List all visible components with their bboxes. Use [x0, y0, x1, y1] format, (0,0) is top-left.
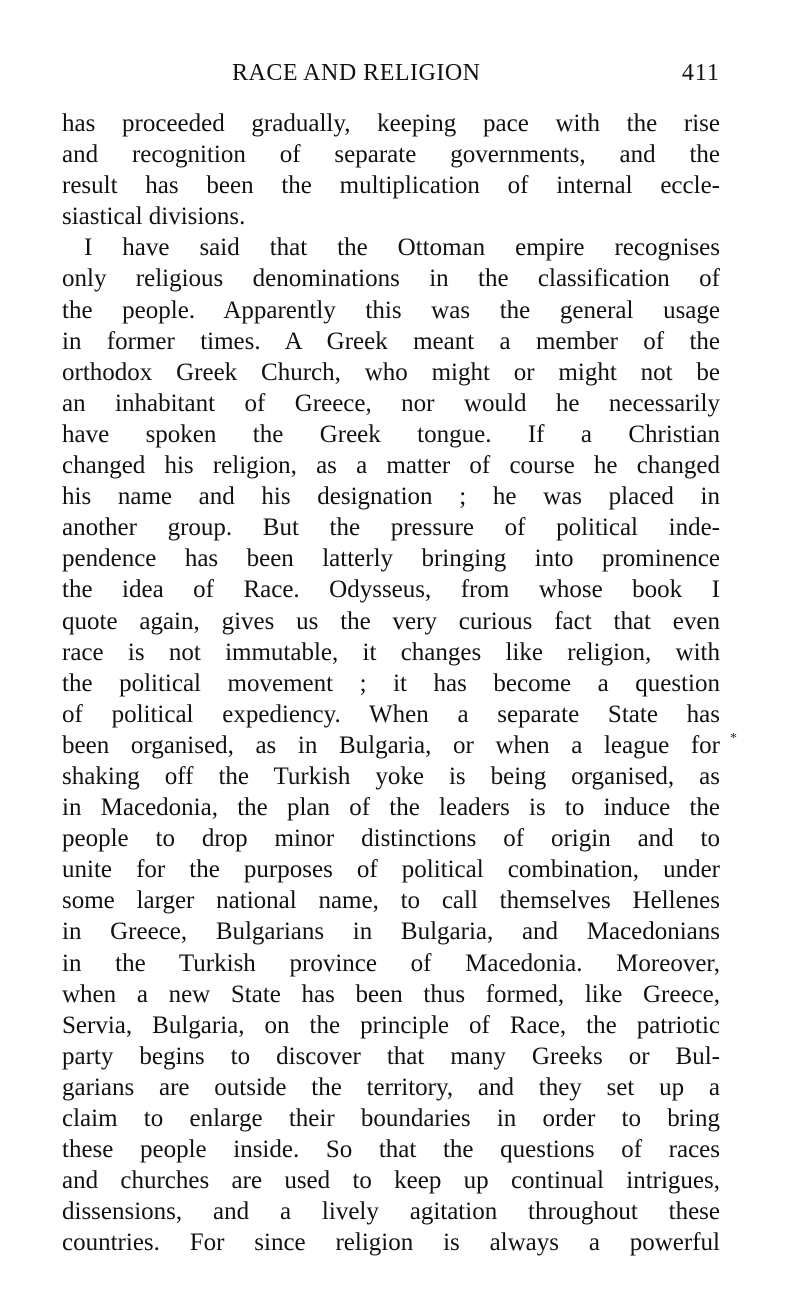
text-line: countries. For since religion is always a powerful — [62, 1229, 720, 1257]
text-line: orthodox Greek Church, who might or might not be — [62, 358, 720, 386]
paragraph — [62, 108, 720, 232]
text-line: in Macedonia, the plan of the leaders is to induce the — [62, 794, 720, 822]
text-line: Servia, Bulgaria, on the principle of Race, the patriotic — [62, 1011, 720, 1039]
text-line: pendence has been latterly bringing into prominence — [62, 545, 720, 573]
text-line: the political movement ; it has become a question — [62, 669, 720, 697]
text-line: his name and his designation ; he was placed in — [62, 483, 720, 511]
text-line: changed his religion, as a matter of course he changed — [62, 452, 720, 480]
text-line: been organised, as in Bulgaria, or when a league for — [62, 731, 720, 759]
text-line: only religious denominations in the classification of — [62, 265, 720, 293]
text-line: shaking off the Turkish yoke is being organised, as — [62, 762, 720, 790]
text-line: dissensions, and a lively agitation throughout these — [62, 1198, 720, 1226]
body-text — [62, 108, 720, 1258]
text-line: I have said that the Ottoman empire recognises — [84, 234, 720, 262]
text-line: garians are outside the territory, and they set up a — [62, 1073, 720, 1101]
text-line: some larger national name, to call themselves Hellenes — [62, 887, 720, 915]
text-line: of political expediency. When a separate State has — [62, 700, 720, 728]
text-line: and recognition of separate governments, and the — [62, 141, 720, 169]
text-line: party begins to discover that many Greeks or Bul- — [62, 1042, 720, 1070]
text-line: has proceeded gradually, keeping pace with the rise — [62, 110, 720, 137]
text-line: another group. But the pressure of political inde- — [62, 514, 720, 542]
text-line: siastical divisions. — [62, 203, 246, 231]
text-line: these people inside. So that the questions of races — [62, 1136, 720, 1164]
running-head — [62, 56, 720, 90]
text-line: result has been the multiplication of internal eccle- — [62, 172, 720, 200]
paragraph — [62, 232, 720, 1258]
text-line: in Greece, Bulgarians in Bulgaria, and Macedonians — [62, 918, 720, 946]
text-line: claim to enlarge their boundaries in order to bring — [62, 1105, 720, 1132]
text-line: and churches are used to keep up continual intrigues, — [62, 1167, 720, 1195]
text-line: an inhabitant of Greece, nor would he necessarily — [62, 389, 720, 417]
page-number: 411 — [681, 60, 720, 86]
text-line: the people. Apparently this was the general usage — [62, 296, 720, 324]
text-line: unite for the purposes of political combination, under — [62, 856, 720, 884]
margin-mark: * — [730, 731, 737, 746]
text-line: race is not immutable, it changes like religion, with — [62, 638, 720, 666]
text-line: people to drop minor distinctions of origin and to — [62, 825, 720, 853]
text-line: in former times. A Greek meant a member of the — [62, 327, 720, 355]
running-title: RACE AND RELIGION — [232, 60, 481, 86]
text-line: quote again, gives us the very curious fact that even — [62, 607, 720, 635]
text-line: the idea of Race. Odysseus, from whose book I — [62, 576, 720, 604]
text-line: in the Turkish province of Macedonia. Moreover, — [62, 949, 720, 977]
text-line: have spoken the Greek tongue. If a Christian — [62, 420, 720, 448]
text-line: when a new State has been thus formed, like Greece, — [62, 980, 720, 1008]
